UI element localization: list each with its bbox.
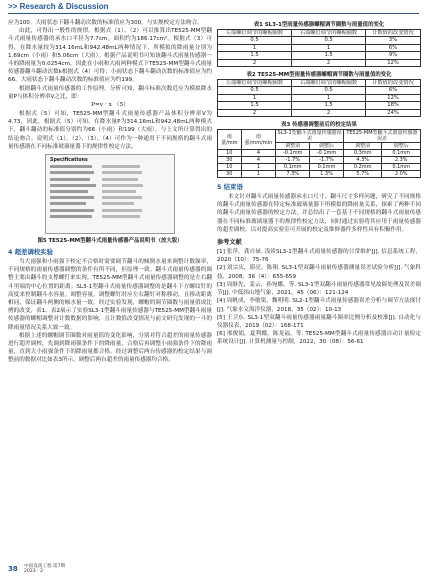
table-row [218, 102, 421, 109]
table-cell: 3% [366, 37, 421, 44]
spec-row [50, 215, 170, 219]
table-row [218, 164, 421, 171]
figure-5 [8, 154, 212, 244]
table-cell: 10 [218, 164, 242, 171]
table-row [218, 109, 421, 116]
table-row [218, 87, 421, 94]
spec-value-bar [102, 196, 142, 199]
table-cell: 4 [241, 157, 276, 164]
paragraph: 根据上述的螺帽调节圈数对雨量值的变化影响，分别对符合超差的雨量传感器进行超差调校，先调到降雨强条件下的降雨量，合格后再调整小雨强条件下的降雨量，直到大小雨强条件下的降雨量都合格。经过调整后两台传感器的校定结果与调整前的数据对比如表3所示，调整后两台超差的雨量传感器均合格。 [8, 332, 212, 364]
table-cell: -0.1mm [276, 150, 310, 157]
left-column [8, 19, 212, 365]
table-header: 右端螺钉调节的螺帽圈数 [292, 30, 366, 37]
spec-row [50, 184, 170, 188]
table-cell: 30 [218, 157, 242, 164]
table-cell: 1 [241, 164, 276, 171]
spec-row [50, 171, 170, 175]
table-cell: 1.5 [292, 102, 366, 109]
figure-caption: 图5 TE525-MM型翻斗式雨量传感器产品说明书（放大版） [37, 238, 183, 245]
table-header: 左端螺钉调节的螺帽圈数 [218, 30, 292, 37]
spec-value-bar [102, 190, 136, 193]
spec-row [50, 165, 170, 169]
table-cell: 2 [292, 59, 366, 66]
table-cell: 1 [241, 171, 276, 178]
references-heading: 参考文献 [217, 239, 242, 247]
table-cell: 5.7% [343, 171, 382, 178]
paragraph: 本文针对翻斗式雨量传感器承水口尺寸、翻斗尺寸多样问题，研究了不同规格的翻斗式雨量传感器在特定标准玻璃量器下所模拟的降雨量关系，探索了两种不同的翻斗式雨量传感器的校定方法，并总结出了一套基于不同规格的翻斗式雨量传感器在不同标准玻璃量器下的规律性校定方法，同时通过实验将其应用于雨量传感器的超差调校，以对提高实验室可开展的校定及维修器件多样性具有积极作用。 [217, 194, 421, 233]
table-cell: 1.3% [310, 171, 344, 178]
table-header: 计数值的改变情况 [366, 30, 421, 37]
table-cell: 1 [292, 94, 366, 101]
magazine-issue: 2023 · 2 [24, 569, 43, 575]
table-cell: -0.1mm [310, 150, 344, 157]
header-rule [8, 13, 419, 14]
table-cell: 1.5 [218, 52, 292, 59]
table-header: 左端螺钉调节的螺帽圈数 [218, 80, 292, 87]
table-cell: 18% [366, 102, 421, 109]
table-cell: 10 [218, 150, 242, 157]
table-cell: 1.5 [218, 102, 292, 109]
table-cell: 0.5 [292, 87, 366, 94]
table-header: 雨强/mm/min [241, 130, 276, 150]
table-cell: -1.7% [276, 157, 310, 164]
table-3-caption: 表3 传感器调整前后的校定结果 [281, 122, 357, 129]
table-cell: 0.1mm [276, 164, 310, 171]
reference-item: [1] 张萍，龚自禄. 浅谈SL3-1型翻斗式雨量传感器的日常维护[J]. 信息系统工程，2020（10）：75-76 [217, 249, 421, 264]
table-2-body [218, 87, 421, 117]
table-1-caption: 表1 SL3-1型雨量传感器螺帽调节圈数与雨量值的变化 [253, 22, 385, 28]
table-3-body [218, 150, 421, 178]
table-cell: 0.5 [292, 37, 366, 44]
table-row [218, 37, 421, 44]
table-cell: 2.0% [382, 171, 421, 178]
paragraph: 由此，可得出一般性的规律。根据式（1）、（2）可以推算出TE525-MM型翻斗式雨量传感器的承水口半径为7.7cm。面积约为186.17cm²。根据式（3）可得，在降水量较为314.16mL和942.48mL两种情况下，所模拟的降雨量分别为1.69cm（小雨）和5.06cm（大雨）。根据产品说明书可知该翻斗式雨量传感器一斗的降雨量为0.0254cm，因此在小雨和大雨两种模式下TE525-MM型翻斗式雨量传感器翻斗翻动次数k根据式（4）可得：小雨状态下翻斗翻动次数的标准值应为约66，大雨状态下翻斗翻动次数的标准值应为约199。 [8, 28, 212, 84]
paragraph: 当大雨强和小雨强下校定不合格时需要调节翻斗的倾倒水量来调整计数频率，不同规格的雨量传感器调整的条件有所不同，但原理一致。翻斗式雨量传感器的调整主要由翻斗的支撑螺钉来实现。TE525-MM型翻斗式雨量传感器调整的是左右翻斗里端的中心位置的距离；SL3-1型翻斗式雨量传感器调整的是翻斗下方螺纹钉的高度来控制翻斗水容量。调整容量，调整螺钉时应左右翻钉对称移动，且移动距离相同，保证翻斗两侧的倾水量一致。经过实验发现，螺帽的调节圈数与雨量值成比例的改变，表1、表2展示了实验SL3-1型翻斗雨量传感器与TE525-MM型翻斗雨量传感器的螺帽调整对计数数据的影响，且计数值改变情况与前文研究发现的一斗的降雨量情况关系大致一致。 [8, 259, 212, 331]
table-1-body [218, 37, 421, 67]
table-header: 调整前 [276, 143, 310, 150]
table-cell: 0.2mm [343, 164, 382, 171]
paragraph: 根据式（5）可知，TE525-MM型翻斗式雨量传感器产品体积分辨率V为4.73，因此，根据式（5）可知，在降水量P为314.16mL和942.48mL两种模式下，翻斗翻动的标准值分别约为66（小雨）和199（大雨）。与上文所计算得出的结论吻合。说明式（1）、（2）、（3）、（4）可作为一种通用于不同规格的翻斗式雨量传感器在不同标准玻璃量器下的规律性校定方法。 [8, 111, 212, 150]
table-header: TE525-MM型翻斗式雨量传感器误差 [343, 130, 420, 143]
section-heading-4: 4 超差调校实验 [8, 248, 54, 257]
table-cell: 1 [218, 94, 292, 101]
table-row [218, 94, 421, 101]
spec-label-bar [50, 184, 96, 187]
table-cell: 0.1mm [382, 164, 421, 171]
table-cell: 2.3% [382, 157, 421, 164]
section-heading-5: 5 结束语 [217, 183, 243, 192]
paragraph: 应为100。大雨状态下翻斗翻动次数的标准值应为300。与实规校定方法吻合。 [8, 20, 203, 26]
table-cell: 7.3% [276, 171, 310, 178]
table-row [218, 157, 421, 164]
magazine-info [24, 564, 65, 574]
section-banner: >> Research & Discussion [8, 2, 109, 11]
table-row [218, 44, 421, 51]
table-cell: 1 [218, 44, 292, 51]
reference-item: [4] 周帆成，李敏渠，魏明明. SL2-1型翻斗式雨量传感器误差分析与调节方法探讨[J]. 气象水文海洋仪器，2018，35（02）：10-13 [217, 298, 421, 313]
spec-label-bar [50, 209, 94, 212]
spec-lines [50, 165, 170, 219]
reference-item: [3] 周继先，姜云，孙宛娜，等. SL3-1型双翻斗雨量传感器常见故障处理及误差调节[J]. 中低纬山地气象，2021，45（06）：121-124 [217, 281, 421, 297]
table-header: 雨量/mm [218, 130, 242, 150]
spec-value-bar [102, 165, 140, 168]
page-header [0, 0, 427, 14]
reference-list [217, 248, 421, 346]
spec-value-bar [102, 215, 140, 218]
table-cell: 12% [366, 94, 421, 101]
table-2-caption: 表2 TE525-MM型雨量传感器螺帽调节圈数与雨量值的变化 [246, 72, 392, 79]
spec-label-bar [50, 165, 92, 168]
spec-row [50, 178, 170, 182]
spec-row [50, 209, 170, 213]
table-cell: 2 [292, 109, 366, 116]
table-cell: 2 [218, 59, 292, 66]
table-header: 调整后 [382, 143, 421, 150]
spec-value-bar [102, 202, 134, 205]
formula-5: P=v · x （5） [91, 102, 129, 109]
page-number: 38 [8, 565, 18, 573]
spec-label-bar [50, 196, 94, 199]
spec-label-bar [50, 202, 86, 205]
spec-row [50, 196, 170, 200]
spec-sheet-image [45, 154, 175, 234]
table-cell: 2 [218, 109, 292, 116]
spec-label-bar [50, 178, 90, 181]
table-row [218, 59, 421, 66]
spec-label-bar [50, 215, 92, 218]
paragraph: 根据翻斗式雨量传感器的工作原理，分析可知，翻斗标准次数近应为模拟降水量P与体积分辨率V之比，即： [8, 85, 212, 100]
table-cell: 0.1mm [310, 164, 344, 171]
table-cell: 9% [366, 52, 421, 59]
table-1 [217, 29, 421, 67]
table-cell: 0.1mm [382, 150, 421, 157]
table-row [218, 150, 421, 157]
table-3 [217, 129, 421, 178]
table-cell: 4.3% [343, 157, 382, 164]
right-column [217, 19, 421, 347]
table-cell: 6% [366, 87, 421, 94]
table-cell: -1.7% [310, 157, 344, 164]
reference-item: [6] 邢俊娟，夏利娜，陈龙福，等. TE525-MM型翻斗式雨量传感器自动计量检定系统设计[J]. 计算机测量与控制，2022，30（08）：56-61 [217, 331, 421, 346]
table-header: 调整后 [310, 143, 344, 150]
table-cell: 30 [218, 171, 242, 178]
table-header: 计数值的改变情况 [366, 80, 421, 87]
table-cell: 24% [366, 109, 421, 116]
table-header: 调整前 [343, 143, 382, 150]
page-footer [8, 563, 208, 575]
spec-label-bar [50, 171, 94, 174]
table-2 [217, 79, 421, 117]
table-row [218, 171, 421, 178]
spec-row [50, 190, 170, 194]
table-cell: 6% [366, 44, 421, 51]
spec-heading: Specifications [50, 158, 88, 164]
spec-value-bar [102, 184, 143, 187]
table-cell: 0.3mm [343, 150, 382, 157]
spec-value-bar [102, 209, 142, 212]
table-cell: 1.5 [292, 52, 366, 59]
table-header: 右端螺钉调节的螺帽圈数 [292, 80, 366, 87]
table-cell: 1 [292, 44, 366, 51]
table-row [218, 52, 421, 59]
table-header: SL3-1型翻斗式雨量传感器误差 [277, 130, 342, 143]
reference-item: [5] 王卫东. SL3-1型双翻斗雨量传感器雨量翻斗频率比例分析及校准[J]. 自动化与仪器仪表，2019（02）：168-171 [217, 314, 421, 329]
magazine-name: 中国设备工程·第7期 [24, 564, 66, 569]
spec-row [50, 202, 170, 206]
reference-item: [2] 刘宗庆，耶亮，陈翔. SL3-1型双翻斗雨量传感器测量误差试验分析[J]. 气象科技，2008，36（4）：655-659 [217, 265, 421, 280]
spec-label-bar [50, 190, 88, 193]
table-cell: 0.5 [218, 37, 292, 44]
table-cell: 12% [366, 59, 421, 66]
table-cell: 0.5 [218, 87, 292, 94]
spec-value-bar [102, 178, 138, 181]
table-cell: 4 [241, 150, 276, 157]
spec-value-bar [102, 171, 142, 174]
